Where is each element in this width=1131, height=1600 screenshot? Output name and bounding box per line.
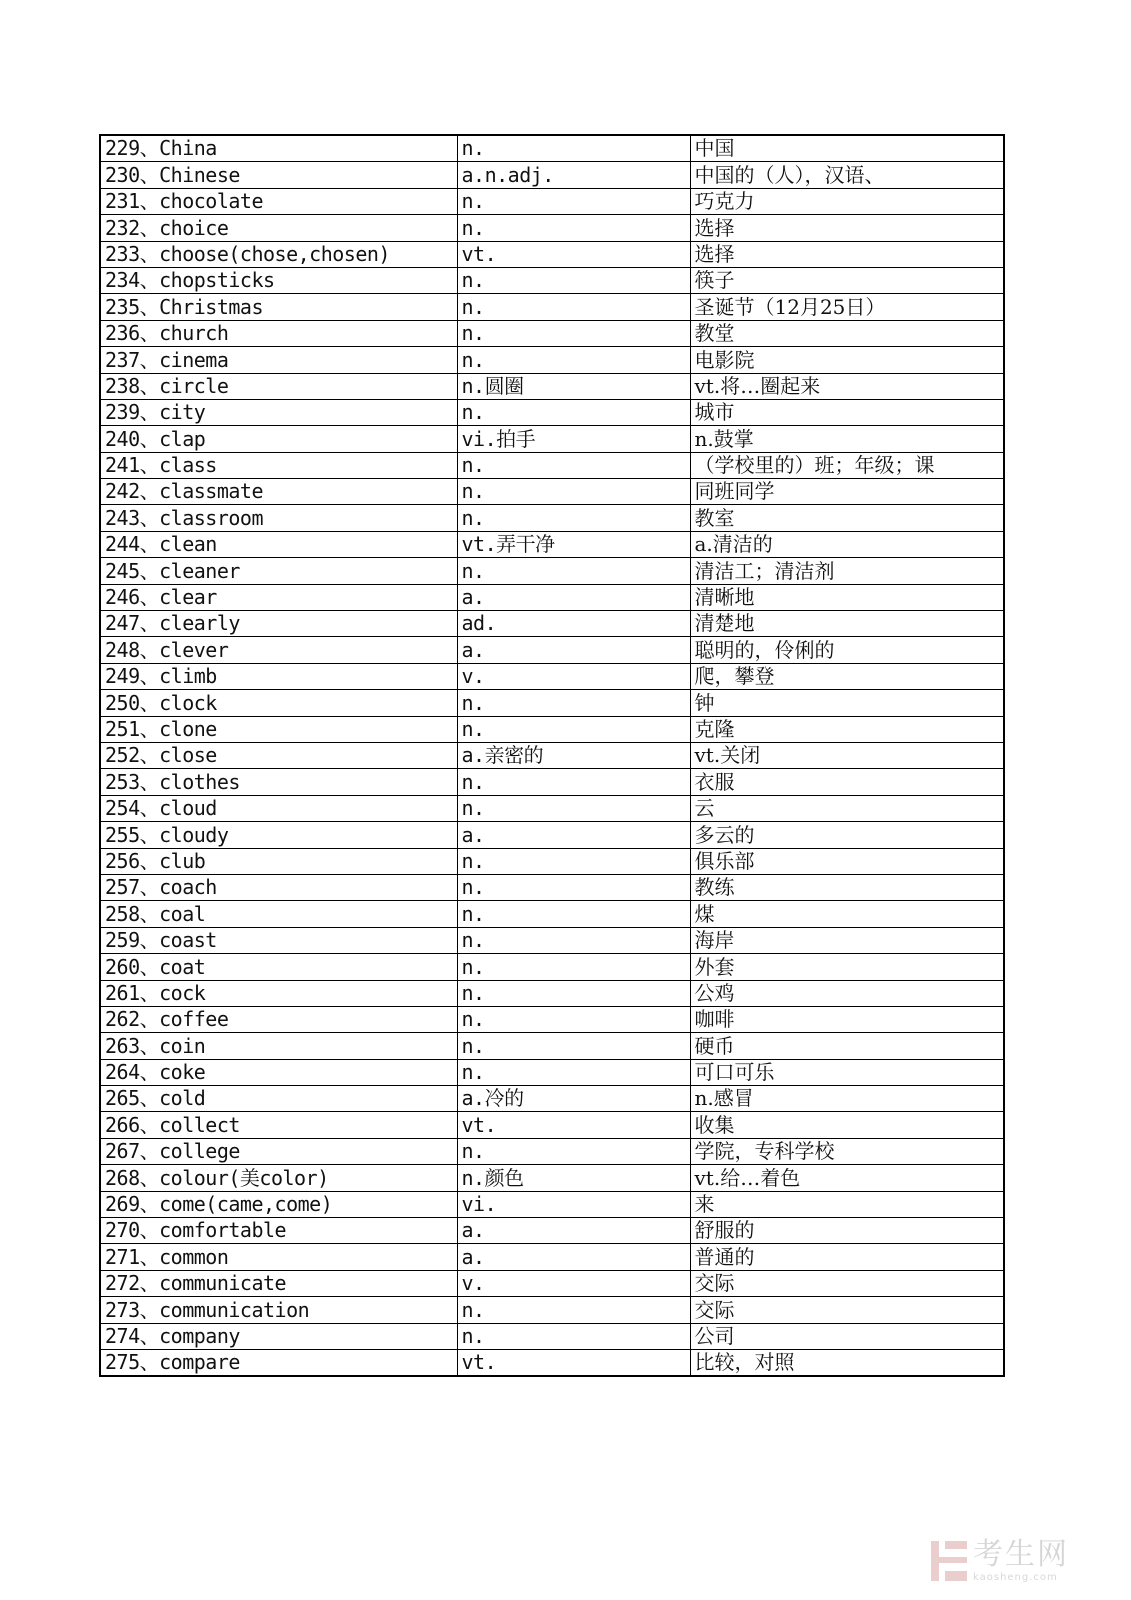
part-of-speech-cell: a. xyxy=(457,1218,690,1244)
table-row xyxy=(100,135,1004,162)
table-row xyxy=(100,531,1004,557)
part-of-speech-cell: n.颜色 xyxy=(457,1165,690,1191)
meaning-cell: 城市 xyxy=(690,399,1004,425)
table-row xyxy=(100,558,1004,584)
table-row xyxy=(100,742,1004,768)
table-row xyxy=(100,1112,1004,1138)
word-cell: 269、come(came,come) xyxy=(100,1191,457,1217)
part-of-speech-cell: n. xyxy=(457,505,690,531)
meaning-cell: 学院，专科学校 xyxy=(690,1138,1004,1164)
word-cell: 241、class xyxy=(100,452,457,478)
meaning-cell: 公鸡 xyxy=(690,980,1004,1006)
meaning-cell: 克隆 xyxy=(690,716,1004,742)
table-row xyxy=(100,716,1004,742)
word-cell: 233、choose(chose,chosen) xyxy=(100,241,457,267)
word-cell: 236、church xyxy=(100,320,457,346)
table-row xyxy=(100,848,1004,874)
word-cell: 261、cock xyxy=(100,980,457,1006)
part-of-speech-cell: vt. xyxy=(457,241,690,267)
meaning-cell: 普通的 xyxy=(690,1244,1004,1270)
part-of-speech-cell: n. xyxy=(457,1006,690,1032)
word-cell: 267、college xyxy=(100,1138,457,1164)
word-cell: 253、clothes xyxy=(100,769,457,795)
part-of-speech-cell: n.圆圈 xyxy=(457,373,690,399)
table-row xyxy=(100,769,1004,795)
word-cell: 251、clone xyxy=(100,716,457,742)
part-of-speech-cell: n. xyxy=(457,294,690,320)
word-cell: 259、coast xyxy=(100,927,457,953)
meaning-cell: 同班同学 xyxy=(690,479,1004,505)
part-of-speech-cell: n. xyxy=(457,479,690,505)
meaning-cell: 教室 xyxy=(690,505,1004,531)
word-cell: 270、comfortable xyxy=(100,1218,457,1244)
kaosheng-logo-icon xyxy=(931,1541,967,1581)
word-cell: 232、choice xyxy=(100,215,457,241)
word-cell: 272、communicate xyxy=(100,1270,457,1296)
meaning-cell: n.鼓掌 xyxy=(690,426,1004,452)
word-cell: 252、close xyxy=(100,742,457,768)
part-of-speech-cell: n. xyxy=(457,980,690,1006)
word-cell: 266、collect xyxy=(100,1112,457,1138)
table-row xyxy=(100,479,1004,505)
word-cell: 274、company xyxy=(100,1323,457,1349)
table-row xyxy=(100,1059,1004,1085)
table-row xyxy=(100,294,1004,320)
meaning-cell: 舒服的 xyxy=(690,1218,1004,1244)
meaning-cell: 煤 xyxy=(690,901,1004,927)
table-row xyxy=(100,901,1004,927)
part-of-speech-cell: v. xyxy=(457,1270,690,1296)
part-of-speech-cell: n. xyxy=(457,1033,690,1059)
table-row xyxy=(100,241,1004,267)
table-row xyxy=(100,505,1004,531)
meaning-cell: 中国 xyxy=(690,135,1004,162)
meaning-cell: 钟 xyxy=(690,690,1004,716)
table-row xyxy=(100,1138,1004,1164)
part-of-speech-cell: n. xyxy=(457,452,690,478)
meaning-cell: 教堂 xyxy=(690,320,1004,346)
meaning-cell: 云 xyxy=(690,795,1004,821)
meaning-cell: 衣服 xyxy=(690,769,1004,795)
meaning-cell: 来 xyxy=(690,1191,1004,1217)
part-of-speech-cell: n. xyxy=(457,954,690,980)
meaning-cell: vt.给…着色 xyxy=(690,1165,1004,1191)
table-row xyxy=(100,1297,1004,1323)
meaning-cell: 爬，攀登 xyxy=(690,663,1004,689)
meaning-cell: 清洁工；清洁剂 xyxy=(690,558,1004,584)
part-of-speech-cell: a.冷的 xyxy=(457,1086,690,1112)
word-cell: 230、Chinese xyxy=(100,162,457,188)
part-of-speech-cell: n. xyxy=(457,1323,690,1349)
meaning-cell: 聪明的，伶俐的 xyxy=(690,637,1004,663)
table-row xyxy=(100,373,1004,399)
word-cell: 231、chocolate xyxy=(100,188,457,214)
table-row xyxy=(100,347,1004,373)
meaning-cell: （学校里的）班；年级；课 xyxy=(690,452,1004,478)
meaning-cell: vt.关闭 xyxy=(690,742,1004,768)
word-cell: 275、compare xyxy=(100,1349,457,1376)
vocabulary-table-body xyxy=(100,135,1004,1376)
part-of-speech-cell: n. xyxy=(457,1297,690,1323)
meaning-cell: a.清洁的 xyxy=(690,531,1004,557)
part-of-speech-cell: n. xyxy=(457,320,690,346)
table-row xyxy=(100,1191,1004,1217)
table-row xyxy=(100,637,1004,663)
meaning-cell: 圣诞节（12月25日） xyxy=(690,294,1004,320)
meaning-cell: 可口可乐 xyxy=(690,1059,1004,1085)
table-row xyxy=(100,874,1004,900)
part-of-speech-cell: a.亲密的 xyxy=(457,742,690,768)
table-row xyxy=(100,927,1004,953)
meaning-cell: 多云的 xyxy=(690,822,1004,848)
meaning-cell: 电影院 xyxy=(690,347,1004,373)
vocabulary-table xyxy=(99,134,1005,1377)
table-row xyxy=(100,452,1004,478)
table-row xyxy=(100,215,1004,241)
part-of-speech-cell: n. xyxy=(457,558,690,584)
part-of-speech-cell: n. xyxy=(457,1059,690,1085)
part-of-speech-cell: n. xyxy=(457,1138,690,1164)
meaning-cell: 清晰地 xyxy=(690,584,1004,610)
part-of-speech-cell: a.n.adj. xyxy=(457,162,690,188)
part-of-speech-cell: n. xyxy=(457,901,690,927)
meaning-cell: 硬币 xyxy=(690,1033,1004,1059)
word-cell: 246、clear xyxy=(100,584,457,610)
meaning-cell: 收集 xyxy=(690,1112,1004,1138)
part-of-speech-cell: n. xyxy=(457,267,690,293)
meaning-cell: 选择 xyxy=(690,215,1004,241)
word-cell: 256、club xyxy=(100,848,457,874)
part-of-speech-cell: n. xyxy=(457,690,690,716)
meaning-cell: 比较，对照 xyxy=(690,1349,1004,1376)
word-cell: 257、coach xyxy=(100,874,457,900)
word-cell: 244、clean xyxy=(100,531,457,557)
watermark-title: 考生网 xyxy=(973,1536,1069,1572)
part-of-speech-cell: n. xyxy=(457,927,690,953)
part-of-speech-cell: n. xyxy=(457,135,690,162)
table-row xyxy=(100,611,1004,637)
word-cell: 235、Christmas xyxy=(100,294,457,320)
table-row xyxy=(100,188,1004,214)
part-of-speech-cell: v. xyxy=(457,663,690,689)
word-cell: 248、clever xyxy=(100,637,457,663)
meaning-cell: 海岸 xyxy=(690,927,1004,953)
table-row xyxy=(100,690,1004,716)
table-row xyxy=(100,426,1004,452)
word-cell: 247、clearly xyxy=(100,611,457,637)
meaning-cell: 中国的（人），汉语、 xyxy=(690,162,1004,188)
word-cell: 273、communication xyxy=(100,1297,457,1323)
table-row xyxy=(100,1244,1004,1270)
watermark xyxy=(931,1538,1091,1584)
part-of-speech-cell: n. xyxy=(457,769,690,795)
meaning-cell: 巧克力 xyxy=(690,188,1004,214)
table-row xyxy=(100,584,1004,610)
word-cell: 240、clap xyxy=(100,426,457,452)
table-row xyxy=(100,980,1004,1006)
word-cell: 264、coke xyxy=(100,1059,457,1085)
part-of-speech-cell: n. xyxy=(457,347,690,373)
meaning-cell: n.感冒 xyxy=(690,1086,1004,1112)
meaning-cell: 清楚地 xyxy=(690,611,1004,637)
watermark-url: kaosheng.com xyxy=(973,1571,1058,1583)
part-of-speech-cell: vt. xyxy=(457,1112,690,1138)
table-row xyxy=(100,162,1004,188)
word-cell: 260、coat xyxy=(100,954,457,980)
table-row xyxy=(100,267,1004,293)
table-row xyxy=(100,1086,1004,1112)
part-of-speech-cell: a. xyxy=(457,1244,690,1270)
word-cell: 254、cloud xyxy=(100,795,457,821)
part-of-speech-cell: a. xyxy=(457,637,690,663)
word-cell: 268、colour(美color) xyxy=(100,1165,457,1191)
table-row xyxy=(100,1033,1004,1059)
word-cell: 234、chopsticks xyxy=(100,267,457,293)
table-row xyxy=(100,1349,1004,1376)
part-of-speech-cell: n. xyxy=(457,848,690,874)
word-cell: 263、coin xyxy=(100,1033,457,1059)
part-of-speech-cell: n. xyxy=(457,716,690,742)
word-cell: 265、cold xyxy=(100,1086,457,1112)
meaning-cell: 教练 xyxy=(690,874,1004,900)
meaning-cell: 选择 xyxy=(690,241,1004,267)
table-row xyxy=(100,795,1004,821)
word-cell: 243、classroom xyxy=(100,505,457,531)
table-row xyxy=(100,320,1004,346)
table-row xyxy=(100,1270,1004,1296)
table-row xyxy=(100,1323,1004,1349)
word-cell: 271、common xyxy=(100,1244,457,1270)
word-cell: 239、city xyxy=(100,399,457,425)
word-cell: 237、cinema xyxy=(100,347,457,373)
table-row xyxy=(100,663,1004,689)
part-of-speech-cell: n. xyxy=(457,874,690,900)
part-of-speech-cell: a. xyxy=(457,822,690,848)
meaning-cell: 筷子 xyxy=(690,267,1004,293)
word-cell: 242、classmate xyxy=(100,479,457,505)
part-of-speech-cell: n. xyxy=(457,188,690,214)
meaning-cell: 外套 xyxy=(690,954,1004,980)
word-cell: 249、climb xyxy=(100,663,457,689)
word-cell: 245、cleaner xyxy=(100,558,457,584)
word-cell: 238、circle xyxy=(100,373,457,399)
meaning-cell: 咖啡 xyxy=(690,1006,1004,1032)
table-row xyxy=(100,1218,1004,1244)
part-of-speech-cell: vt.弄干净 xyxy=(457,531,690,557)
part-of-speech-cell: ad. xyxy=(457,611,690,637)
word-cell: 262、coffee xyxy=(100,1006,457,1032)
table-row xyxy=(100,1006,1004,1032)
table-row xyxy=(100,822,1004,848)
part-of-speech-cell: n. xyxy=(457,795,690,821)
meaning-cell: vt.将…圈起来 xyxy=(690,373,1004,399)
word-cell: 229、China xyxy=(100,135,457,162)
meaning-cell: 公司 xyxy=(690,1323,1004,1349)
meaning-cell: 交际 xyxy=(690,1270,1004,1296)
word-cell: 250、clock xyxy=(100,690,457,716)
part-of-speech-cell: a. xyxy=(457,584,690,610)
table-row xyxy=(100,1165,1004,1191)
word-cell: 255、cloudy xyxy=(100,822,457,848)
part-of-speech-cell: n. xyxy=(457,215,690,241)
part-of-speech-cell: n. xyxy=(457,399,690,425)
table-row xyxy=(100,954,1004,980)
part-of-speech-cell: vt. xyxy=(457,1349,690,1376)
meaning-cell: 俱乐部 xyxy=(690,848,1004,874)
word-cell: 258、coal xyxy=(100,901,457,927)
part-of-speech-cell: vi.拍手 xyxy=(457,426,690,452)
meaning-cell: 交际 xyxy=(690,1297,1004,1323)
table-row xyxy=(100,399,1004,425)
part-of-speech-cell: vi. xyxy=(457,1191,690,1217)
